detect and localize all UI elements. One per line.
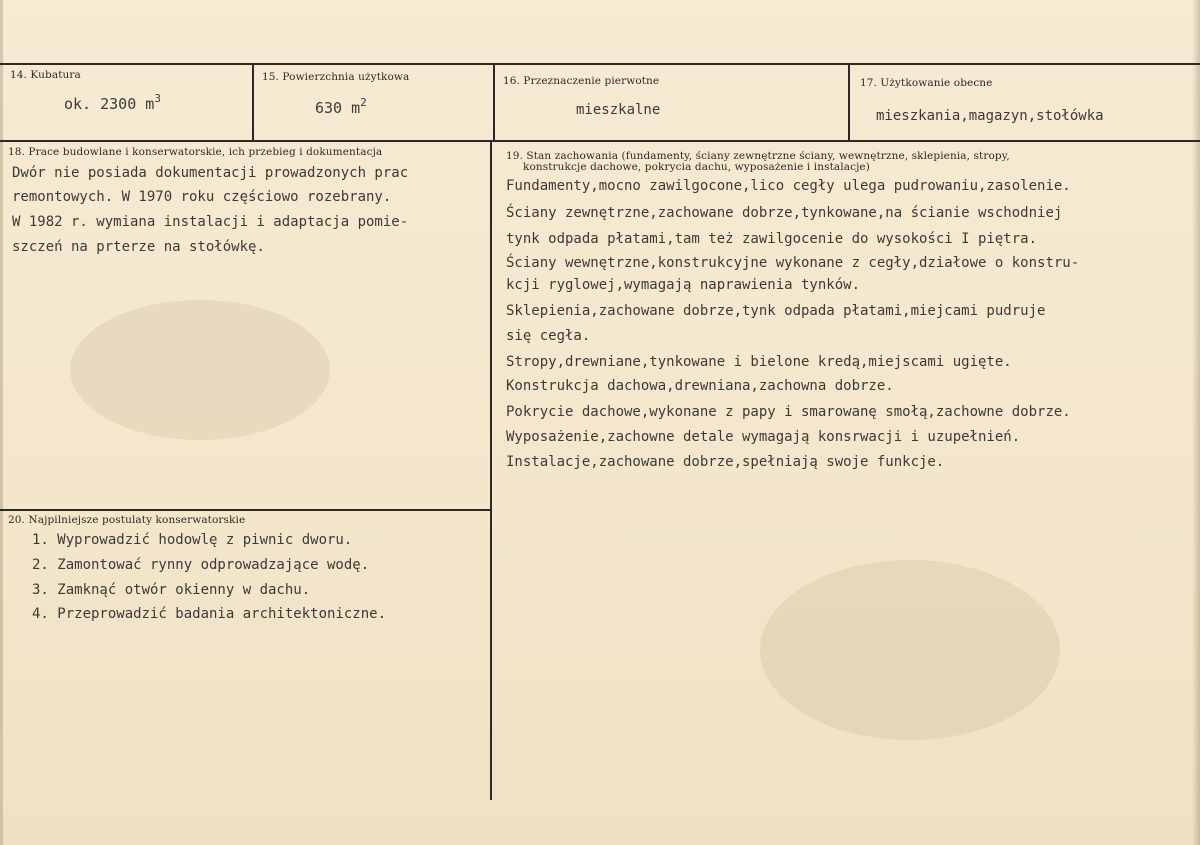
field-17-label: 17. Użytkowanie obecne <box>860 77 993 89</box>
field-19-line: Instalacje,zachowane dobrze,spełniają swoje funkcje. <box>506 454 945 470</box>
card-right-edge <box>1192 0 1200 845</box>
field-19-line: Wyposażenie,zachowne detale wymagają konsrwacji i uzupełnień. <box>506 429 1021 445</box>
field-19-line: Stropy,drewniane,tynkowane i bielone kredą,miejscami ugięte. <box>506 354 1012 370</box>
field-19-line: się cegła. <box>506 328 591 344</box>
postulate-item: 1. Wyprowadzić hodowlę z piwnic dworu. <box>32 532 353 548</box>
field-19-line: kcji ryglowej,wymagają naprawienia tynków. <box>506 277 861 293</box>
field-19-line: Pokrycie dachowe,wykonane z papy i smarowanę smołą,zachowne dobrze. <box>506 404 1071 420</box>
volume-value: ok. 2300 m <box>64 95 155 113</box>
divider-14-15 <box>252 63 254 141</box>
field-18-line: Dwór nie posiada dokumentacji prowadzonych prac <box>12 165 409 181</box>
field-19-label: 19. Stan zachowania (fundamenty, ściany zewnętrzne ściany, wewnętrzne, sklepienia, stropy, <box>506 150 1010 162</box>
main-vertical-rule <box>490 140 492 800</box>
divider-16-17 <box>848 63 850 141</box>
postulate-item: 4. Przeprowadzić badania architektoniczne. <box>32 606 387 622</box>
divider-15-16 <box>493 63 495 141</box>
top-rule <box>0 63 1200 65</box>
row1-bottom-rule <box>0 140 1200 142</box>
field-16-value: mieszkalne <box>576 102 661 118</box>
field-14-value <box>64 92 161 113</box>
paper-stain <box>70 300 330 440</box>
field-17-value: mieszkania,magazyn,stołówka <box>876 108 1104 124</box>
field-19-line: Ściany wewnętrzne,konstrukcyjne wykonane z cegły,działowe o konstru- <box>506 255 1080 271</box>
field-19-label-continued: konstrukcje dachowe, pokrycia dachu, wyposażenie i instalacje) <box>523 161 870 173</box>
section-18-bottom-rule <box>0 509 492 511</box>
field-15-label: 15. Powierzchnia użytkowa <box>262 71 410 83</box>
field-18-line: W 1982 r. wymiana instalacji i adaptacja pomie- <box>12 214 409 230</box>
field-16-label: 16. Przeznaczenie pierwotne <box>503 75 660 87</box>
field-20-label: 20. Najpilniejsze postulaty konserwatorskie <box>8 514 246 526</box>
area-value: 630 m <box>315 99 361 117</box>
area-unit-exponent: 2 <box>360 96 367 109</box>
volume-unit-exponent: 3 <box>154 92 161 105</box>
field-19-line: Sklepienia,zachowane dobrze,tynk odpada płatami,miejcami pudruje <box>506 303 1046 319</box>
field-19-line: Ściany zewnętrzne,zachowane dobrze,tynkowane,na ścianie wschodniej <box>506 205 1063 221</box>
field-19-line: tynk odpada płatami,tam też zawilgocenie do wysokości I piętra. <box>506 231 1038 247</box>
postulate-item: 3. Zamknąć otwór okienny w dachu. <box>32 582 311 598</box>
field-18-label: 18. Prace budowlane i konserwatorskie, ich przebieg i dokumentacja <box>8 146 383 158</box>
field-18-line: szczeń na prterze na stołówkę. <box>12 239 265 255</box>
card-left-edge <box>0 0 3 845</box>
field-14-label: 14. Kubatura <box>10 69 81 81</box>
postulate-item: 2. Zamontować rynny odprowadzające wodę. <box>32 557 370 573</box>
field-15-value <box>315 96 367 117</box>
field-19-line: Konstrukcja dachowa,drewniana,zachowna dobrze. <box>506 378 894 394</box>
paper-stain <box>760 560 1060 740</box>
field-18-line: remontowych. W 1970 roku częściowo rozebrany. <box>12 189 392 205</box>
field-19-line: Fundamenty,mocno zawilgocone,lico cegły ulega pudrowaniu,zasolenie. <box>506 178 1071 194</box>
